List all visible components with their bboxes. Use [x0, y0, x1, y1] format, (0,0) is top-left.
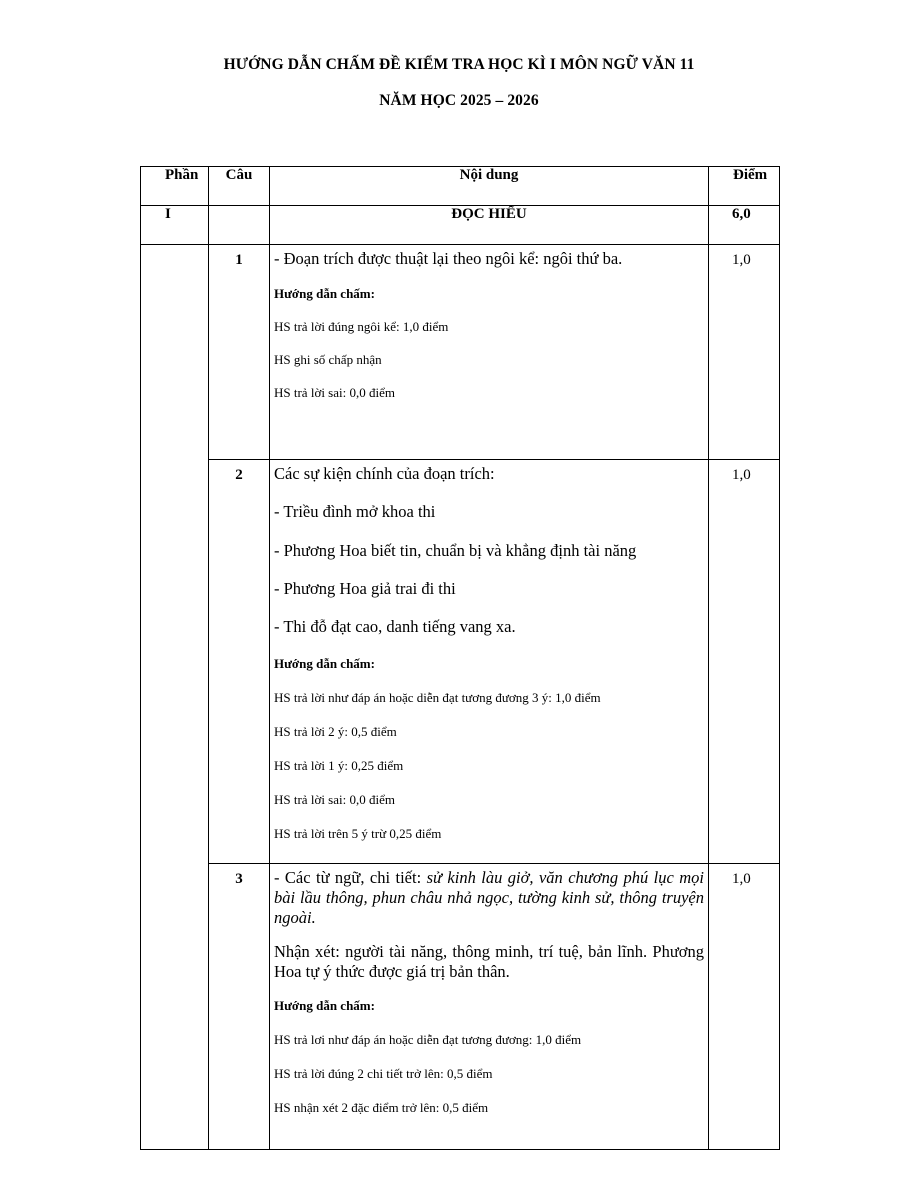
answer-paragraph: [274, 868, 704, 928]
section-phan-cell: [141, 245, 209, 1150]
guide-line: HS trả lời sai: 0,0 điểm: [274, 792, 395, 807]
section-title: ĐỌC HIỂU: [270, 206, 709, 245]
table-row: [141, 460, 780, 864]
guide-line: HS trả lời đúng 2 chi tiết trở lên: 0,5 điểm: [274, 1066, 493, 1081]
question-score: 1,0: [709, 864, 780, 1150]
grading-table: [140, 166, 780, 1150]
guide-label: Hướng dẫn chấm:: [274, 286, 375, 301]
answer-line: - Phương Hoa giả trai đi thi: [274, 579, 456, 598]
question-number: 1: [209, 245, 270, 460]
guide-line: HS trả lời 2 ý: 0,5 điểm: [274, 724, 397, 739]
guide-label: Hướng dẫn chấm:: [274, 998, 375, 1013]
question-number: 3: [209, 864, 270, 1150]
guide-line: HS trả lời sai: 0,0 điểm: [274, 385, 395, 400]
section-cau: [209, 206, 270, 245]
document-subtitle: NĂM HỌC 2025 – 2026: [379, 92, 539, 109]
answer-line: - Đoạn trích được thuật lại theo ngôi kể: ngôi thứ ba.: [274, 249, 623, 268]
header-cau: Câu: [209, 167, 270, 206]
section-score: 6,0: [709, 206, 780, 245]
document-title: HƯỚNG DẪN CHẤM ĐỀ KIỂM TRA HỌC KÌ I MÔN NGỮ VĂN 11: [223, 56, 695, 73]
answer-line: - Thi đỗ đạt cao, danh tiếng vang xa.: [274, 617, 516, 636]
table-header-row: [141, 167, 780, 206]
guide-line: HS trả lời đúng ngôi kể: 1,0 điểm: [274, 319, 449, 334]
header-diem: Điểm: [709, 167, 780, 206]
header-noidung: Nội dung: [270, 167, 709, 206]
table-row: [141, 864, 780, 1150]
question-content: [270, 245, 709, 460]
question-content: [270, 864, 709, 1150]
comment-paragraph: Nhận xét: người tài năng, thông minh, trí tuệ, bản lĩnh. Phương Hoa tự ý thức được giá trị bản thân.: [274, 942, 704, 981]
header-phan: Phần: [141, 167, 209, 206]
guide-line: HS trả lơi như đáp án hoặc diễn đạt tương đương: 1,0 điểm: [274, 1032, 582, 1047]
table-row: [141, 245, 780, 460]
guide-line: HS trả lời 1 ý: 0,25 điểm: [274, 758, 404, 773]
answer-line: - Phương Hoa biết tin, chuẩn bị và khẳng định tài năng: [274, 541, 637, 560]
section-phan: I: [141, 206, 209, 245]
answer-italic-details: sử kinh làu giở, văn chương phú lục mọi bài lầu thông, phun châu nhả ngọc, tường kinh sử, thông truyện ngoài.: [274, 868, 704, 927]
answer-prefix: - Các từ ngữ, chi tiết:: [274, 868, 427, 887]
guide-line: HS trả lời như đáp án hoặc diễn đạt tương đương 3 ý: 1,0 điểm: [274, 690, 601, 705]
guide-line: HS trả lời trên 5 ý trừ 0,25 điểm: [274, 826, 442, 841]
question-content: [270, 460, 709, 864]
answer-line: - Triều đình mở khoa thi: [274, 502, 436, 521]
question-score: 1,0: [709, 245, 780, 460]
section-row: [141, 206, 780, 245]
guide-label: Hướng dẫn chấm:: [274, 656, 375, 671]
question-number: 2: [209, 460, 270, 864]
guide-line: HS ghi số chấp nhận: [274, 352, 382, 367]
question-score: 1,0: [709, 460, 780, 864]
answer-line: Các sự kiện chính của đoạn trích:: [274, 464, 495, 483]
guide-line: HS nhận xét 2 đặc điểm trở lên: 0,5 điểm: [274, 1100, 489, 1115]
